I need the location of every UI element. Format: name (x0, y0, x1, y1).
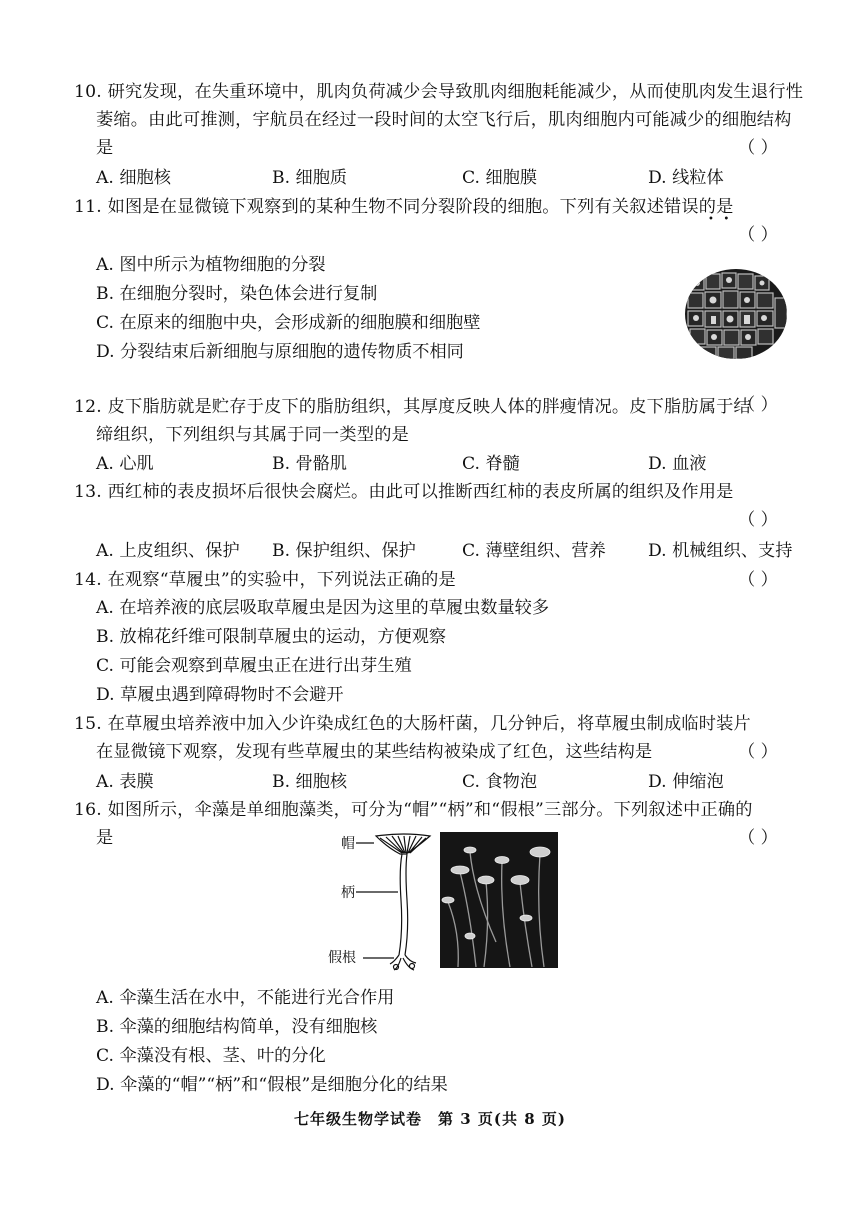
label-cap: 帽 (341, 836, 355, 852)
q16-option-c: C. 伞藻没有根、茎、叶的分化 (96, 1046, 326, 1066)
q10-answer-paren: （ ） (738, 138, 778, 158)
q14-option-b: B. 放棉花纤维可限制草履虫的运动，方便观察 (96, 627, 447, 647)
q14-option-d: D. 草履虫遇到障碍物时不会避开 (96, 685, 344, 705)
q16-option-b: B. 伞藻的细胞结构简单，没有细胞核 (96, 1017, 378, 1037)
q10-option-a: A. 细胞核 (96, 168, 171, 188)
q15-option-b: B. 细胞核 (272, 772, 348, 792)
q13-option-b: B. 保护组织、保护 (272, 541, 416, 561)
q12-line-2: 缔组织，下列组织与其属于同一类型的是 (96, 425, 409, 445)
label-stalk: 柄 (341, 885, 355, 901)
q15-answer-paren: （ ） (738, 742, 778, 762)
q15-option-c: C. 食物泡 (462, 772, 538, 792)
q15-option-a: A. 表膜 (96, 772, 154, 792)
q11-option-c: C. 在原来的细胞中央，会形成新的细胞膜和细胞壁 (96, 313, 481, 333)
q16-line-1: 16. 如图所示，伞藻是单细胞藻类，可分为“帽”“柄”和“假根”三部分。下列叙述中正确的 (74, 800, 753, 820)
q12-option-a: A. 心肌 (96, 454, 154, 474)
q16-answer-paren: （ ） (738, 828, 778, 848)
q11-line-1: 11. 如图是在显微镜下观察到的某种生物不同分裂阶段的细胞。下列有关叙述错误的是 (74, 197, 734, 217)
q12-line-1: 12. 皮下脂肪就是贮存于皮下的脂肪组织，其厚度反映人体的胖瘦情况。皮下脂肪属于结 (74, 397, 751, 417)
q10-option-b: B. 细胞质 (272, 168, 348, 188)
q14-line-1: 14. 在观察“草履虫”的实验中，下列说法正确的是 (74, 570, 456, 590)
acetabularia-diagram (336, 830, 432, 980)
q10-line-2: 萎缩。由此可推测，宇航员在经过一段时间的太空飞行后，肌肉细胞内可能减少的细胞结构 (96, 110, 792, 130)
q13-option-d: D. 机械组织、支持 (648, 541, 793, 561)
q13-option-a: A. 上皮组织、保护 (96, 541, 240, 561)
emphasis-dots: • • (708, 214, 730, 225)
label-rhizoid: 假根 (328, 950, 356, 966)
q13-line-1: 13. 西红柿的表皮损坏后很快会腐烂。由此可以推断西红柿的表皮所属的组织及作用是 (74, 482, 734, 502)
q15-line-2: 在显微镜下观察，发现有些草履虫的某些结构被染成了红色，这些结构是 (96, 742, 653, 762)
q12-option-d: D. 血液 (648, 454, 707, 474)
q11-option-b: B. 在细胞分裂时，染色体会进行复制 (96, 284, 378, 304)
page-footer: 七年级生物学试卷 第 3 页(共 8 页) (294, 1110, 566, 1128)
q11-option-a: A. 图中所示为植物细胞的分裂 (96, 255, 326, 275)
q11-option-d: D. 分裂结束后新细胞与原细胞的遗传物质不相同 (96, 342, 464, 362)
q10-line-1: 10. 研究发现，在失重环境中，肌肉负荷减少会导致肌肉细胞耗能减少，从而使肌肉发生退行性 (74, 82, 804, 102)
micrograph-cell-division-figure (684, 268, 788, 360)
q16-line-2: 是 (96, 828, 114, 848)
q13-option-c: C. 薄壁组织、营养 (462, 541, 606, 561)
q12-answer-paren: （ ） (738, 395, 778, 415)
q12-option-c: C. 脊髓 (462, 454, 520, 474)
q16-option-a: A. 伞藻生活在水中，不能进行光合作用 (96, 988, 395, 1008)
q14-option-a: A. 在培养液的底层吸取草履虫是因为这里的草履虫数量较多 (96, 598, 550, 618)
q10-option-c: C. 细胞膜 (462, 168, 538, 188)
q12-option-b: B. 骨骼肌 (272, 454, 348, 474)
q10-option-d: D. 线粒体 (648, 168, 724, 188)
q13-answer-paren: （ ） (738, 510, 778, 530)
acetabularia-photo (440, 832, 558, 968)
q15-line-1: 15. 在草履虫培养液中加入少许染成红色的大肠杆菌，几分钟后，将草履虫制成临时装片 (74, 714, 751, 734)
q15-option-d: D. 伸缩泡 (648, 772, 724, 792)
q16-option-d: D. 伞藻的“帽”“柄”和“假根”是细胞分化的结果 (96, 1075, 448, 1095)
q10-line-3: 是 (96, 138, 114, 158)
q14-answer-paren: （ ） (738, 570, 778, 590)
q14-option-c: C. 可能会观察到草履虫正在进行出芽生殖 (96, 656, 412, 676)
q11-answer-paren: （ ） (738, 225, 778, 245)
